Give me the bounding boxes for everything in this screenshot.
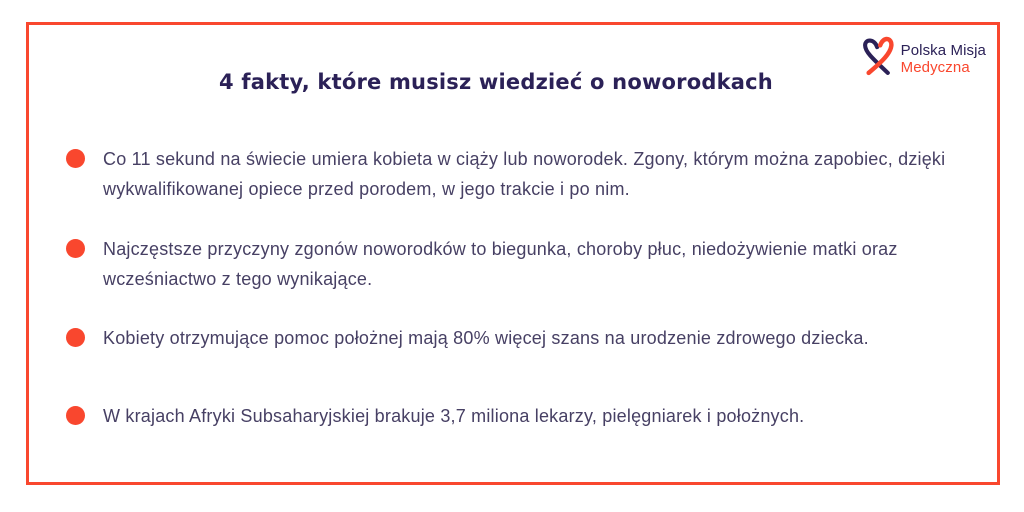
fact-item-2 [66,234,956,294]
fact-text-2: Najczęstsze przyczyny zgonów noworodków to biegunka, choroby płuc, niedożywienie matki oraz wcześniactwo z tego wynikające. [103,239,898,289]
fact-item-3 [66,323,956,353]
page-title: 4 fakty, które musisz wiedzieć o noworodkach [219,70,773,94]
bullet-dot-icon [66,149,85,168]
fact-text-1: Co 11 sekund na świecie umiera kobieta w ciąży lub noworodek. Zgony, którym można zapobiec, dzięki wykwalifikowanej opiece przed porodem, w jego trakcie i po nim. [103,149,946,199]
bullet-dot-icon [66,239,85,258]
logo-line2: Medyczna [900,58,970,76]
logo-line1: Polska Misja [900,41,986,59]
fact-item-4 [66,401,956,431]
bullet-dot-icon [66,328,85,347]
fact-text-4: W krajach Afryki Subsaharyjskiej brakuje 3,7 miliona lekarzy, pielęgniarek i położnych. [103,406,805,426]
bullet-dot-icon [66,406,85,425]
fact-text-3: Kobiety otrzymujące pomoc położnej mają 80% więcej szans na urodzenie zdrowego dziecka. [103,328,869,348]
fact-item-1 [66,144,956,204]
